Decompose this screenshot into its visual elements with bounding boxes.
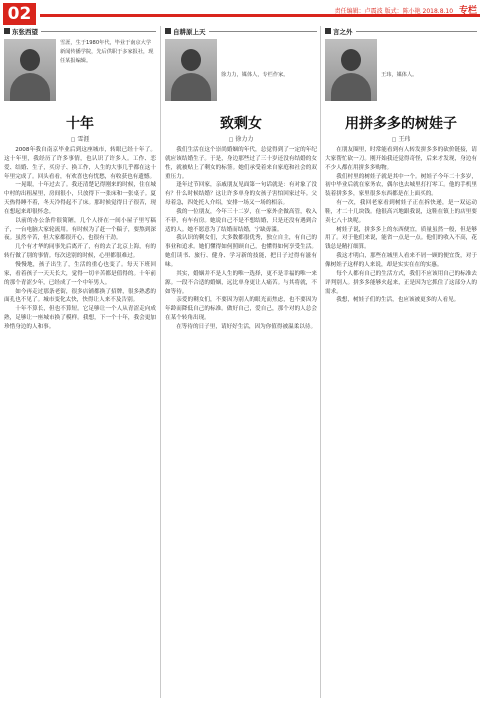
paragraph: 我这才明白，那些在城里人看来不屑一顾的便宜货，对于像树娃子这样的人来说，却是实实在在的实惠。 [325,253,477,268]
author-photo [325,39,377,101]
article-author: □ 徐力力 [228,136,254,143]
column-divider [320,26,321,698]
article-title: 用拼多多的树娃子 [345,116,457,132]
paragraph: 在等待的日子里，请好好生活，因为你值得被温柔以待。 [176,323,317,330]
bio-text: 徐力力，媒体人，专栏作家。 [221,71,289,78]
header-meta [335,3,477,16]
paragraph: 2008年我自南京毕业后到这座城市，转眼已经十年了。这十年里，我经历了许多事情，也认识了许多人。工作、恋爱、结婚、生子，买房子、换工作，人生的大事几乎都在这十年里完成了。回头看看，有欢喜也有忧愁，有收获也有遗憾。 [4,147,156,180]
paragraph: 我想，树娃子们的生活，也应该被更多的人看见。 [336,297,460,304]
author-bio [325,39,477,111]
designer-credit: 版式：陈小艳 [384,8,421,15]
column-header [325,26,477,36]
square-bullet-icon [4,28,10,34]
column-header [165,26,317,36]
paragraph: 我认识的剩女们，大多数都很优秀，独立自主，有自己的事业和追求。她们懂得如何照顾自己，也懂得如何享受生活。她们读书、旅行、健身、学习新的技能，把日子过得有滋有味。 [165,235,317,268]
author-name: 王玮 [398,136,411,143]
article-body [165,146,317,332]
paragraph: 慢慢地，孩子出生了，生活的重心也变了。每天下班回家，看着孩子一天天长大，觉得一切辛苦都是值得的。十年前的那个青涩少年，已经成了一个中年男人。 [4,261,156,286]
square-bullet-icon [165,28,171,34]
square-bullet-icon [325,28,331,34]
paragraph: 其实，婚姻并不是人生的唯一选择，更不是幸福的唯一来源。一段不合适的婚姻，远比单身更让人痛苦。与其将就，不如等待。 [165,270,317,295]
paragraph: 亲爱的剩女们，不要因为别人的眼光而焦虑，也不要因为年龄而降低自己的标准。做好自己，爱自己，那个对的人总会在某个转角出现。 [165,297,317,322]
column-divider [160,26,161,698]
paragraph: 如今再走过那条老街，很多店铺都换了招牌，很多熟悉的面孔也不见了。城市变化太快，快得让人来不及告别。 [4,288,156,304]
paragraph: 每个人都有自己的生活方式，我们不应该用自己的标准去评判别人。拼多多能够火起来，正是因为它抓住了这部分人的需求。 [325,270,477,295]
column-tag: 自耕原上天 [173,27,206,36]
header-line [41,31,156,32]
paragraph: 我们村里的树娃子就是其中一个。树娃子今年二十多岁，初中毕业后就在家务农，偶尔也去城里打打零工。他的手机里装着拼多多，家里很多东西都是在上面买的。 [325,173,477,198]
paragraph: 以前的办公条件很简陋，几个人挤在一间小屋子里写稿子，一台电脑大家轮流用。有时候为了赶一个稿子，要熬到深夜。虽然辛苦，但大家都很开心，也很有干劲。 [4,217,156,242]
section-name: 专栏 [458,6,477,16]
paragraph: 在朋友圈里，时常能看到有人转发拼多多的砍价链接，请大家帮忙砍一刀。刚开始我还觉得奇怪，后来才发现，身边有不少人都在用拼多多购物。 [325,147,477,171]
author-bio [165,39,317,111]
author-photo [165,39,217,101]
author-photo [4,39,56,101]
paragraph: 几个有才华的同事先后离开了，有的去了北京上海，有的转行做了别的事情。每次送别的时候，心里都很难过。 [4,244,156,260]
column-tag: 东张西望 [12,27,38,36]
article-author: □ 王玮 [391,136,411,143]
editor-credit: 责任编辑：卢震波 [334,8,383,15]
column-article-3 [325,26,477,698]
article-author: □ 雪涯 [70,136,90,143]
paragraph: 十年不算长，但也不算短。它足够让一个人从青涩走向成熟，足够让一座城市换了模样。我想，下一个十年，我会更加珍惜身边的人和事。 [4,306,156,330]
article-title: 致剩女 [220,116,262,132]
column-article-1 [4,26,156,698]
paragraph: 有一次，我回老家看到树娃子正在拆快递，是一双运动鞋，才二十几块钱。他很高兴地跟我说，这鞋在镇上的店里要卖七八十块呢。 [325,200,477,224]
issue-date: 2018.8.10 [422,8,454,15]
column-header [4,26,156,36]
column-tag: 言之外 [333,27,353,36]
paragraph: 一晃眼，十年过去了。我还清楚记得刚来的时候，住在城中村的出租屋里，房间很小，只放得下一张床和一张桌子。夏天热得睡不着，冬天冷得起不了床。那时候觉得日子很苦，现在想起来却很怀念。 [4,182,156,215]
paragraph: 树娃子说，拼多多上的东西便宜，质量虽然一般，但是够用了。对于他们来说，能省一点是一点。他们的收入不高，花钱总是精打细算。 [325,226,477,251]
author-bio [4,39,156,111]
article-title: 十年 [66,116,94,132]
column-article-2 [165,26,317,698]
header-line [209,31,318,32]
paragraph: 我们生活在这个崇尚婚姻的年代，总觉得到了一定的年纪就应该结婚生子。于是，身边那些过了三十岁还没有结婚的女性，就被贴上了剩女的标签。她们承受着来自家庭和社会的双重压力。 [165,147,317,180]
paragraph: 逢年过节回家，亲戚朋友见面第一句话就是：有对象了没有？什么时候结婚？这让许多单身的女孩子害怕回家过年。父母着急，四处托人介绍，安排一场又一场的相亲。 [165,182,317,207]
bio-text: 王玮，媒体人。 [381,71,418,78]
bio-text: 雪涯，生于1980年代，毕业于南京大学新闻传播学院，先后供职于多家报社，现任某报编辑。 [60,40,154,64]
page-number: 02 [3,3,36,25]
header-line [356,31,478,32]
article-body [325,146,477,305]
author-name: 雪涯 [77,136,90,143]
paragraph: 我的一位朋友，今年三十二岁，在一家外企做高管，收入不菲，有车有房。她说自己不是不想结婚，只是还没有遇到合适的人。她不愿意为了结婚而结婚，宁缺毋滥。 [165,208,317,233]
article-body [4,146,156,332]
author-name: 徐力力 [235,136,254,143]
